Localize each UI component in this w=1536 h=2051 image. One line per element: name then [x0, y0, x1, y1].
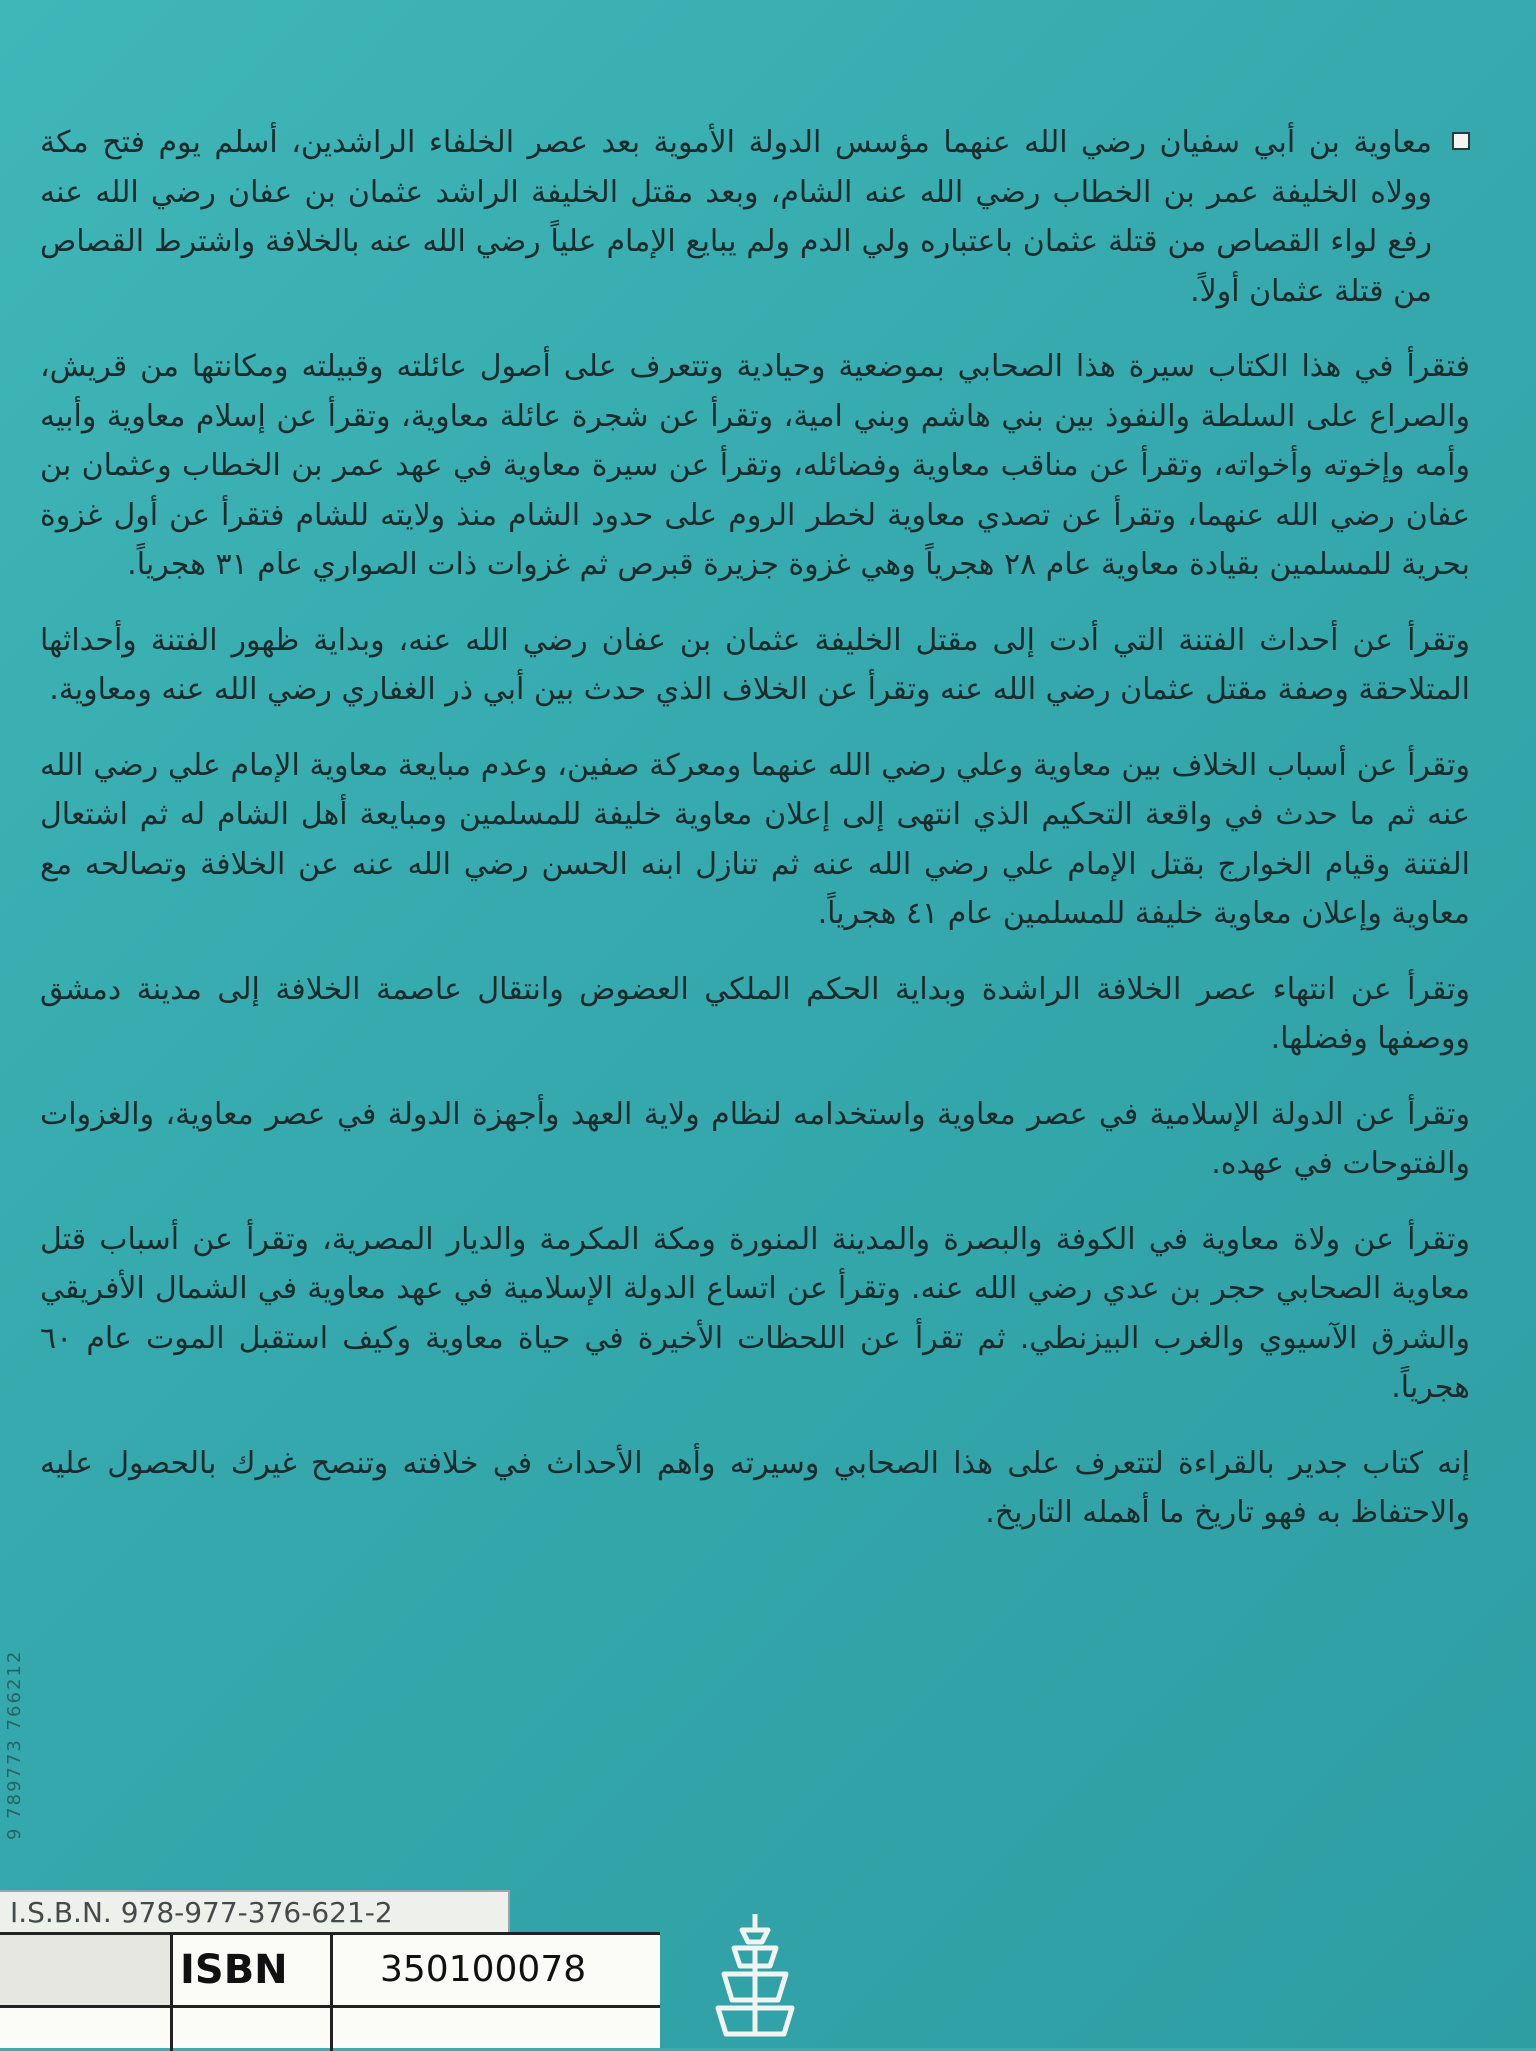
blurb-paragraph-3: وتقرأ عن أحداث الفتنة التي أدت إلى مقتل الخليفة عثمان بن عفان رضي الله عنه، وبداية ظهور الفتنة وأحداثها المتلاحقة وصفة مقتل عثمان رضي الله عنه وتقرأ عن الخلاف الذي حدث بين أبي ذر الغفاري رضي الله عنه ومعاوية. — [40, 622, 1470, 707]
label-isbn-number: 350100078 — [380, 1949, 587, 1990]
label-left-box — [0, 1935, 170, 2005]
publisher-logo-icon — [712, 1908, 798, 2038]
isbn-sticker: I.S.B.N. 978-977-376-621-2 — [0, 1890, 510, 1932]
blurb-paragraph-6: وتقرأ عن الدولة الإسلامية في عصر معاوية واستخدامه لنظام ولاية العهد وأجهزة الدولة في عصر معاوية، والغزوات والفتوحات في عهده. — [40, 1096, 1470, 1181]
paragraph-text: معاوية بن أبي سفيان رضي الله عنهما مؤسس الدولة الأموية بعد عصر الخلفاء الراشدين، أسلم يوم فتح مكة وولاه الخليفة عمر بن الخطاب رضي الله عنه الشام، وبعد مقتل الخليفة الراشد عثمان بن عفان رضي الله عنه رفع لواء القصاص من قتلة عثمان باعتباره ولي الدم ولم يبايع الإمام علياً رضي الله عنه بالخلافة واشترط القصاص من قتلة عثمان أولاً. — [40, 125, 1432, 309]
label-isbn-heading: ISBN — [180, 1947, 288, 1993]
label-divider — [170, 1935, 173, 2051]
blurb-text — [40, 118, 1470, 1564]
blurb-paragraph-8: إنه كتاب جدير بالقراءة لتتعرف على هذا الصحابي وسيرته وأهم الأحداث في خلافته وتنصح غيرك بالحصول عليه والاحتفاظ به فهو تاريخ ما أهمله التاريخ. — [40, 1445, 1470, 1530]
label-row-line — [0, 2005, 660, 2008]
blurb-paragraph-5: وتقرأ عن انتهاء عصر الخلافة الراشدة وبداية الحكم الملكي العضوض وانتقال عاصمة الخلافة إلى مدينة دمشق ووصفها وفضلها. — [40, 971, 1470, 1056]
library-label — [0, 1932, 660, 2048]
blurb-paragraph-1 — [40, 118, 1470, 316]
side-barcode-digits: 9 789773 766212 — [4, 1649, 25, 1840]
blurb-paragraph-7: وتقرأ عن ولاة معاوية في الكوفة والبصرة والمدينة المنورة ومكة المكرمة والديار المصرية، وتقرأ عن أسباب قتل معاوية الصحابي حجر بن عدي رضي الله عنه. وتقرأ عن اتساع الدولة الإسلامية في عهد معاوية في الشمال الأفريقي والشرق الآسيوي والغرب البيزنطي. ثم تقرأ عن اللحظات الأخيرة في حياة معاوية وكيف استقبل الموت عام ٦٠ هجرياً. — [40, 1221, 1470, 1405]
blurb-paragraph-2: فتقرأ في هذا الكتاب سيرة هذا الصحابي بموضعية وحيادية وتتعرف على أصول عائلته وقبيلته ومكانتها من قريش، والصراع على السلطة والنفوذ بين بني هاشم وبني امية، وتقرأ عن شجرة عائلة معاوية، وتقرأ عن إسلام معاوية وأبيه وأمه وإخوته وأخواته، وتقرأ عن مناقب معاوية وفضائله، وتقرأ عن سيرة معاوية في عهد عمر بن الخطاب وعثمان بن عفان رضي الله عنهما، وتقرأ عن تصدي معاوية لخطر الروم على حدود الشام منذ ولايته للشام فتقرأ عن أول غزوة بحرية للمسلمين بقيادة معاوية عام ٢٨ هجرياً وهي غزوة جزيرة قبرص ثم غزوات ذات الصواري عام ٣١ هجرياً. — [40, 349, 1470, 582]
bullet-square-icon — [1452, 132, 1470, 150]
blurb-paragraph-4: وتقرأ عن أسباب الخلاف بين معاوية وعلي رضي الله عنهما ومعركة صفين، وعدم مبايعة معاوية الإمام علي رضي الله عنه ثم ما حدث في واقعة التحكيم الذي انتهى إلى إعلان معاوية خليفة للمسلمين ومبايعة أهل الشام له ثم اشتعال الفتنة وقيام الخوارج بقتل الإمام علي رضي الله عنه ثم تنازل ابنه الحسن رضي الله عنه عن الخلافة وتصالحه مع معاوية وإعلان معاوية خليفة للمسلمين عام ٤١ هجرياً. — [40, 747, 1470, 931]
label-divider — [330, 1935, 333, 2051]
